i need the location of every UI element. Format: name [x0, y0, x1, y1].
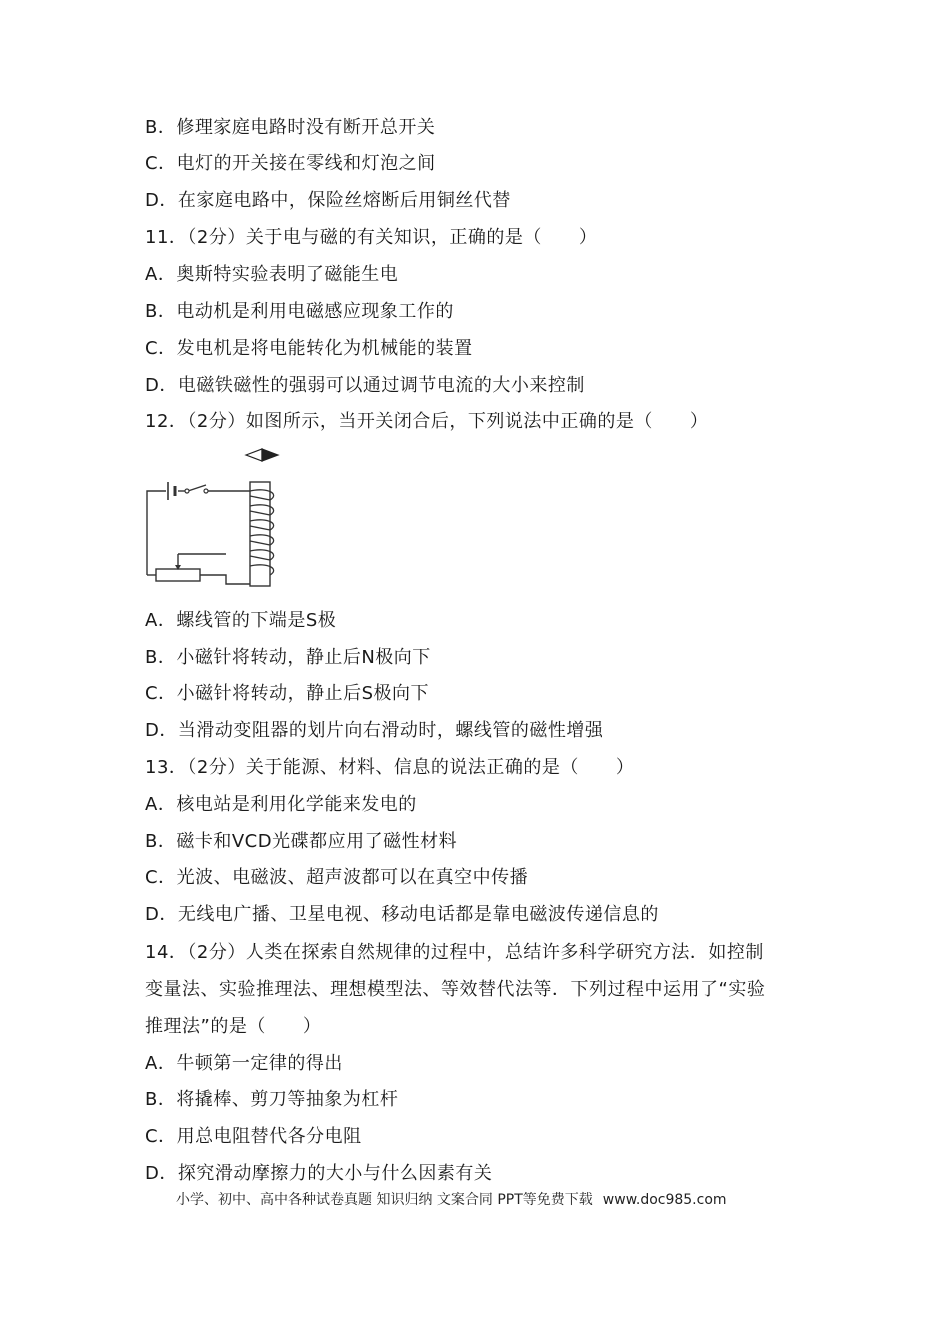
footer-text: 小学、初中、高中各种试卷真题 知识归纳 文案合同 PPT等免费下载: [176, 1192, 593, 1208]
option-b-q11: B．电动机是利用电磁感应现象工作的: [145, 301, 454, 322]
option-b-q13: B．磁卡和VCD光碟都应用了磁性材料: [145, 831, 458, 852]
option-d-q10: D．在家庭电路中，保险丝熔断后用铜丝代替: [145, 190, 511, 211]
option-a-q11: A．奥斯特实验表明了磁能生电: [145, 264, 399, 285]
footer-url[interactable]: www.doc985.com: [602, 1192, 727, 1208]
option-c-q11: C．发电机是将电能转化为机械能的装置: [145, 338, 473, 359]
option-c-q10: C．电灯的开关接在零线和灯泡之间: [145, 153, 436, 174]
question-14-stem-line1: 14．（2分）人类在探索自然规律的过程中，总结许多科学研究方法．如控制: [145, 942, 764, 963]
option-d-q12: D．当滑动变阻器的划片向右滑动时，螺线管的磁性增强: [145, 720, 604, 741]
option-a-q13: A．核电站是利用化学能来发电的: [145, 794, 417, 815]
option-a-q12: A．螺线管的下端是S极: [145, 610, 337, 631]
solenoid-icon: [250, 482, 274, 586]
option-b-q10: B．修理家庭电路时没有断开总开关: [145, 117, 436, 138]
option-d-q11: D．电磁铁磁性的强弱可以通过调节电流的大小来控制: [145, 375, 585, 396]
question-13-stem: 13．（2分）关于能源、材料、信息的说法正确的是（ ）: [145, 757, 635, 778]
circuit-diagram: [140, 444, 290, 592]
question-14-stem-line3: 推理法”的是（ ）: [145, 1016, 322, 1037]
option-b-q14: B．将撬棒、剪刀等抽象为杠杆: [145, 1089, 399, 1110]
option-c-q12: C．小磁针将转动，静止后S极向下: [145, 683, 429, 704]
option-b-q12: B．小磁针将转动，静止后N极向下: [145, 647, 431, 668]
option-a-q14: A．牛顿第一定律的得出: [145, 1053, 343, 1074]
compass-needle-icon: [246, 449, 278, 461]
option-c-q13: C．光波、电磁波、超声波都可以在真空中传播: [145, 867, 529, 888]
page-footer: [176, 1190, 727, 1210]
switch-icon: [185, 489, 208, 493]
question-14-stem-line2: 变量法、实验推理法、理想模型法、等效替代法等．下列过程中运用了“实验: [145, 979, 766, 1000]
battery-icon: [168, 482, 175, 500]
question-12-stem: 12．（2分）如图所示，当开关闭合后，下列说法中正确的是（ ）: [145, 411, 709, 432]
rheostat-icon: [156, 565, 200, 581]
question-11-stem: 11．（2分）关于电与磁的有关知识，正确的是（ ）: [145, 227, 598, 248]
option-d-q13: D．无线电广播、卫星电视、移动电话都是靠电磁波传递信息的: [145, 904, 659, 925]
option-c-q14: C．用总电阻替代各分电阻: [145, 1126, 362, 1147]
option-d-q14: D．探究滑动摩擦力的大小与什么因素有关: [145, 1163, 493, 1184]
